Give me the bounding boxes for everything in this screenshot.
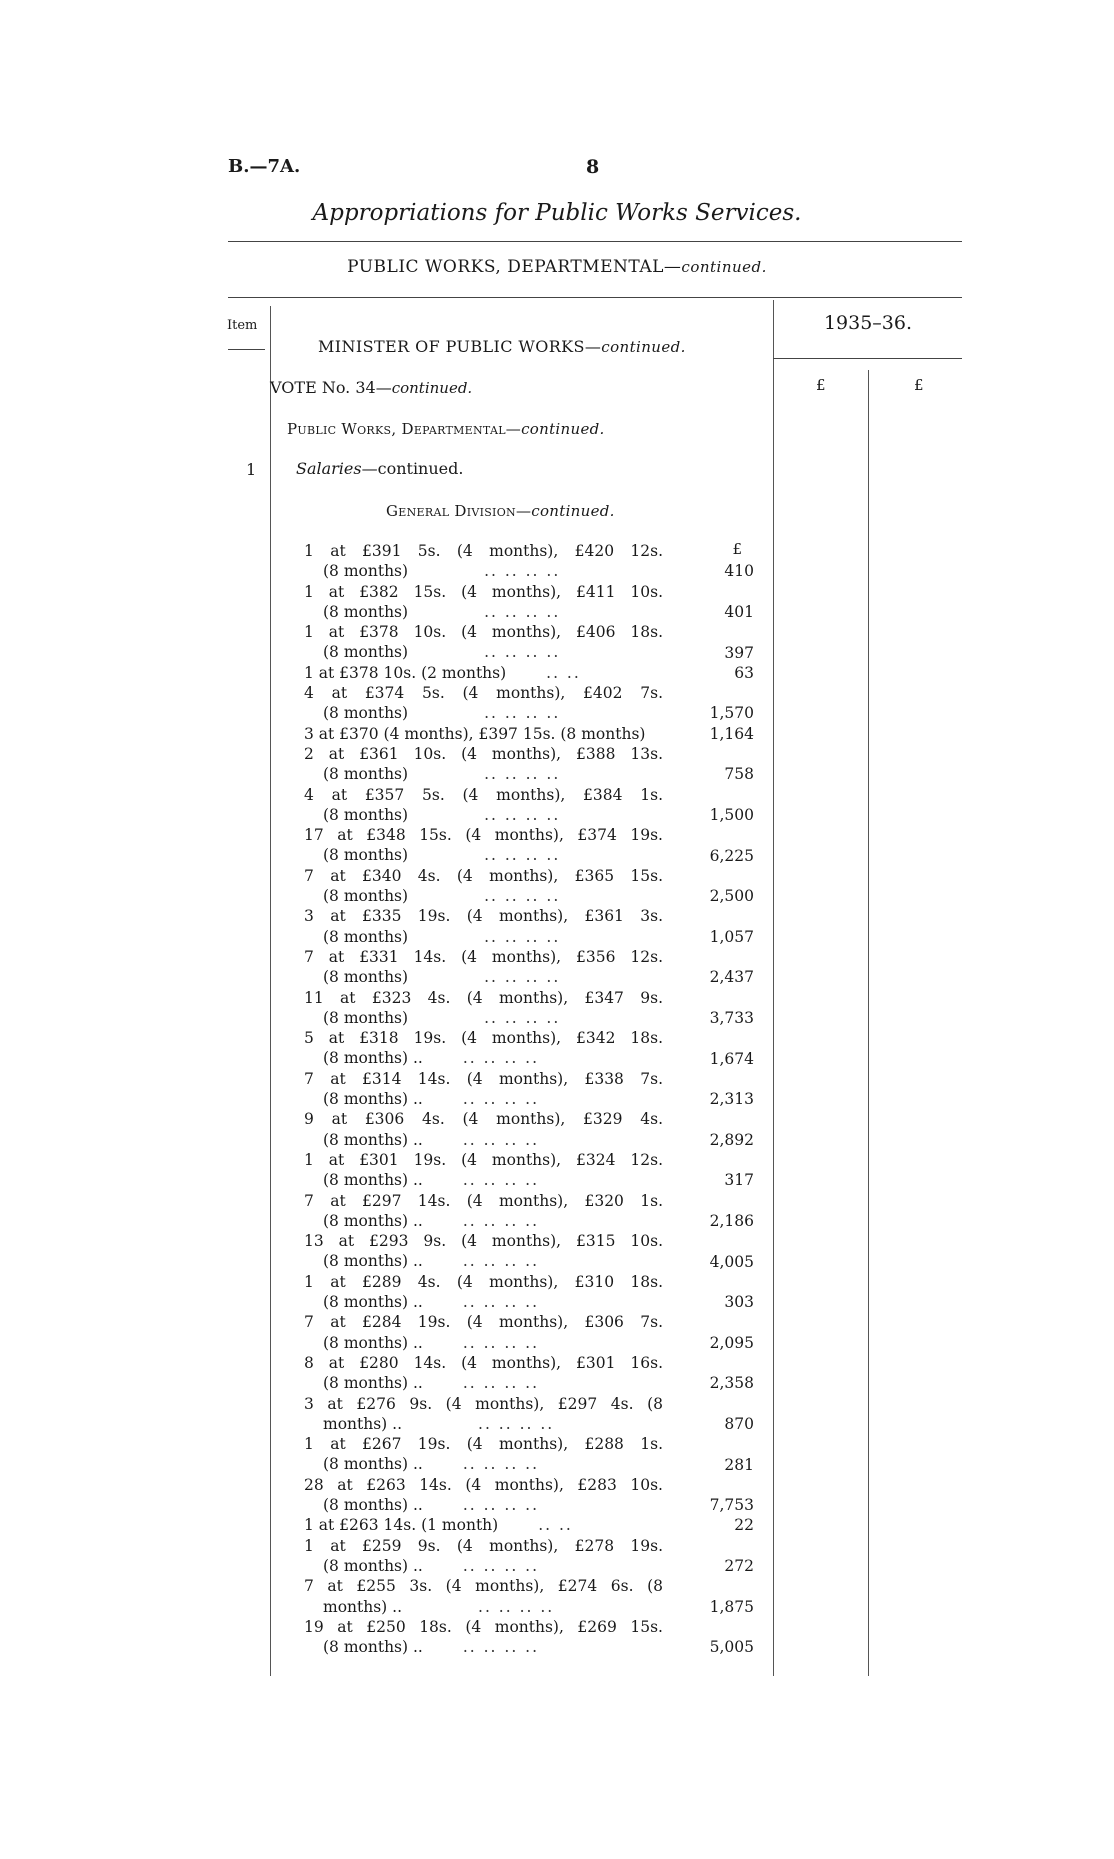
salary-entry-period: (8 months) .. (323, 1496, 423, 1515)
salary-entry-amount: 758 (724, 765, 754, 784)
salary-entry-amount: 1,875 (709, 1597, 754, 1616)
leader-dots: .. .. .. .. (484, 643, 561, 662)
salary-entry-text: 1 at £289 4s. (4 months), £310 18s. (304, 1272, 663, 1291)
leader-dots: .. .. .. .. (484, 968, 561, 987)
salary-entry-continuation (304, 1048, 663, 1068)
salary-entry (304, 825, 663, 866)
salary-entry-continuation (304, 1008, 663, 1028)
salary-entry-amount: 272 (724, 1557, 754, 1575)
salary-entry (304, 1069, 663, 1110)
salary-entry-continuation (304, 1373, 663, 1393)
leader-dots: .. .. .. .. (484, 704, 561, 723)
salary-entry-continuation (304, 1089, 663, 1109)
leader-dots: .. .. .. .. (484, 846, 561, 865)
salary-entry-text: 1 at £378 10s. (2 months) (304, 663, 507, 682)
salary-entry-continuation (304, 642, 663, 662)
salary-entry (304, 622, 663, 663)
vote-heading-cont: continued. (391, 379, 473, 397)
leader-dots: .. .. .. .. (484, 887, 561, 906)
leader-dots: .. .. .. .. (478, 1414, 555, 1433)
salary-entry-amount: 2,186 (709, 1211, 754, 1230)
salary-entry-amount: 6,225 (709, 846, 754, 865)
leader-dots: .. .. .. .. (484, 562, 561, 581)
salary-entry-text: 17 at £348 15s. (4 months), £374 19s. (304, 826, 663, 845)
salary-entry-period: (8 months) (323, 602, 409, 621)
salary-entry (304, 866, 663, 907)
salary-entry (304, 1394, 663, 1435)
leader-dots: .. .. .. .. (462, 1171, 540, 1190)
amount-currency-symbol: £ (732, 540, 742, 558)
salary-entry-text: 4 at £374 5s. (4 months), £402 7s. (304, 684, 663, 703)
salary-entry-period: (8 months) .. (323, 1049, 423, 1068)
year-header-rule (773, 358, 962, 359)
salary-entry-amount: 303 (724, 1293, 754, 1312)
salary-entry-continuation (304, 1454, 663, 1474)
salary-entry-text: 3 at £335 19s. (4 months), £361 3s. (304, 907, 663, 926)
salary-entry (304, 906, 663, 947)
salary-entry-text: 7 at £314 14s. (4 months), £338 7s. (304, 1069, 663, 1088)
salary-entry-amount: 317 (724, 1171, 754, 1190)
leader-dots: .. .. .. .. (462, 1455, 540, 1474)
salary-entry-description (304, 1028, 663, 1048)
salary-entry-amount: 2,500 (709, 887, 754, 906)
leader-dots: .. .. (538, 1516, 573, 1535)
leader-dots: .. .. .. .. (462, 1496, 540, 1515)
salary-entry (304, 582, 663, 623)
salary-entry (304, 1536, 663, 1577)
salary-entry-period: (8 months) .. (323, 1556, 423, 1575)
salary-entry (304, 785, 663, 826)
leader-dots: .. .. .. .. (462, 1374, 540, 1393)
vote-heading (270, 378, 472, 397)
salary-entry-text: 7 at £284 19s. (4 months), £306 7s. (304, 1313, 663, 1332)
salary-entry (304, 541, 663, 582)
salary-entry (304, 1028, 663, 1069)
page-title: Appropriations for Public Works Services. (312, 200, 802, 226)
salary-entry-period: (8 months) .. (323, 1293, 423, 1312)
salary-entry-period: (8 months) (323, 704, 409, 723)
salary-entry-text: 8 at £280 14s. (4 months), £301 16s. (304, 1354, 663, 1372)
salary-entry-continuation (304, 845, 663, 865)
salary-entry (304, 1475, 663, 1516)
salary-entry (304, 1353, 663, 1394)
salary-entry-text: 19 at £250 18s. (4 months), £269 15s. (304, 1617, 663, 1636)
salary-entry (304, 744, 663, 785)
salary-entry-description (304, 1353, 663, 1373)
salary-entry-amount: 2,358 (709, 1374, 754, 1393)
salary-entry-continuation (304, 1414, 663, 1434)
salary-entry-text: 3 at £276 9s. (4 months), £297 4s. (8 (304, 1394, 663, 1413)
salary-entry-continuation (304, 561, 663, 581)
salary-entry-amount: 22 (734, 1516, 754, 1535)
salary-entry (304, 1231, 663, 1272)
title-rule (228, 241, 962, 242)
leader-dots: .. .. .. .. (462, 1211, 540, 1230)
salary-entry-amount: 1,674 (709, 1049, 754, 1068)
salary-entry-text: 11 at £323 4s. (4 months), £347 9s. (304, 988, 663, 1007)
salary-entry-description (304, 582, 663, 602)
salary-entry (304, 1150, 663, 1191)
salary-entry (304, 1191, 663, 1232)
salary-entry (304, 724, 663, 744)
salary-entry-amount: 410 (724, 562, 754, 581)
salary-entry-amount: 2,095 (709, 1333, 754, 1352)
salary-entry-amount: 1,570 (709, 704, 754, 723)
item-number: 1 (246, 460, 257, 479)
salary-entry-amount: 1,500 (709, 805, 754, 824)
department-heading-main: Public Works, Departmental— (287, 420, 522, 438)
salary-entry-period: (8 months) (323, 643, 409, 662)
salary-entry-continuation (304, 967, 663, 987)
salary-entry-continuation (304, 1251, 663, 1271)
salary-entry-description (304, 622, 663, 642)
leader-dots: .. .. .. .. (462, 1293, 540, 1312)
item-column-divider (270, 306, 271, 1676)
salary-entry-text: 7 at £331 14s. (4 months), £356 12s. (304, 948, 663, 966)
salary-entry-continuation (304, 1637, 663, 1657)
salary-entry-period: (8 months) (323, 805, 409, 824)
salary-entry-period: (8 months) .. (323, 1130, 423, 1149)
salary-entry (304, 663, 663, 683)
salary-entry-continuation (304, 1333, 663, 1353)
salary-entry (304, 1576, 663, 1617)
salary-entry-period: (8 months) .. (323, 1333, 423, 1352)
salary-entry-text: 7 at £297 14s. (4 months), £320 1s. (304, 1191, 663, 1210)
division-heading-cont: continued. (531, 502, 615, 520)
leader-dots: .. .. .. .. (462, 1556, 540, 1575)
salary-entry-continuation (304, 764, 663, 784)
item-header-rule (228, 349, 265, 350)
leader-dots: .. .. .. .. (484, 1008, 561, 1027)
salary-entry-text: 1 at £391 5s. (4 months), £420 12s. (304, 542, 663, 560)
salary-entry (304, 1434, 663, 1475)
leader-dots: .. .. .. .. (462, 1638, 540, 1657)
salary-entry-description (304, 683, 663, 703)
salary-entry-description (304, 1272, 663, 1292)
salary-entry-description (304, 1515, 663, 1535)
salary-entry-continuation (304, 1556, 663, 1576)
salary-entry-text: 5 at £318 19s. (4 months), £342 18s. (304, 1029, 663, 1048)
salary-entry-text: 7 at £340 4s. (4 months), £365 15s. (304, 866, 663, 885)
salary-entry-amount: 2,892 (709, 1130, 754, 1149)
salary-entry-amount: 3,733 (709, 1008, 754, 1027)
salary-entry-amount: 870 (724, 1414, 754, 1433)
section-subtitle-cont: continued. (681, 258, 767, 276)
salary-entry-period: (8 months) .. (323, 1638, 423, 1657)
division-heading (386, 502, 615, 520)
salary-entry-description (304, 1312, 663, 1332)
salary-entry-description (304, 1231, 663, 1251)
year-column-header: 1935–36. (823, 312, 913, 334)
salary-entry-text: 1 at £378 10s. (4 months), £406 18s. (304, 623, 663, 642)
salary-entry-continuation (304, 1495, 663, 1515)
salary-entry-period: (8 months) .. (323, 1090, 423, 1109)
salaries-heading (296, 459, 463, 478)
salary-entry-period: (8 months) (323, 765, 409, 784)
salary-entry-description (304, 1434, 663, 1454)
salary-entry-description (304, 947, 663, 967)
salary-entry-amount: 7,753 (709, 1496, 754, 1515)
currency-header-left: £ (816, 376, 826, 394)
salary-entry (304, 1272, 663, 1313)
salary-entry-period: (8 months) .. (323, 1171, 423, 1190)
salary-entry-continuation (304, 1292, 663, 1312)
salary-entry-description (304, 1394, 663, 1414)
document-reference: B.—7A. (228, 156, 301, 177)
salary-entry-description (304, 1617, 663, 1637)
salary-entry-continuation (304, 1170, 663, 1190)
salary-entry-continuation (304, 927, 663, 947)
salary-entry-continuation (304, 886, 663, 906)
salary-entry-amount: 401 (724, 602, 754, 621)
minister-heading-cont: continued. (601, 338, 686, 356)
salary-entry-period: (8 months) .. (323, 1374, 423, 1393)
salary-entry-amount: 2,437 (709, 968, 754, 987)
salary-entry-description (304, 744, 663, 764)
division-heading-main: General Division— (386, 502, 532, 520)
table-top-rule (228, 297, 962, 298)
salary-entry-period: (8 months) .. (323, 1211, 423, 1230)
page-number: 8 (586, 156, 600, 178)
salary-entry-text: 1 at £263 14s. (1 month) (304, 1516, 499, 1535)
salary-entry-text: 3 at £370 (4 months), £397 15s. (8 months) (304, 724, 646, 743)
leader-dots: .. .. .. .. (484, 602, 561, 621)
salary-entry-text: 1 at £301 19s. (4 months), £324 12s. (304, 1151, 663, 1169)
currency-header-right: £ (914, 376, 924, 394)
salary-entry-amount: 281 (724, 1455, 754, 1474)
salary-entry-continuation (304, 602, 663, 622)
salary-entry (304, 683, 663, 724)
salary-entry (304, 1109, 663, 1150)
minister-heading-main: MINISTER OF PUBLIC WORKS— (318, 337, 602, 356)
leader-dots: .. .. .. .. (462, 1090, 540, 1109)
salary-entry-amount: 63 (734, 663, 754, 682)
salary-entry-period: (8 months) .. (323, 1252, 423, 1271)
salary-entry-continuation (304, 805, 663, 825)
salary-entry-description (304, 1191, 663, 1211)
salary-entry-period: (8 months) (323, 887, 409, 906)
salary-entry-description (304, 724, 663, 744)
leader-dots: .. .. .. .. (462, 1252, 540, 1271)
salary-entry-continuation (304, 1597, 663, 1617)
salary-entry-description (304, 906, 663, 926)
salary-entry-text: 1 at £259 9s. (4 months), £278 19s. (304, 1536, 663, 1555)
salaries-cont: —continued. (361, 459, 464, 478)
salary-entry-amount: 4,005 (709, 1252, 754, 1271)
leader-dots: .. .. (546, 663, 581, 682)
amount-column-divider (773, 300, 774, 1676)
salary-entry-description (304, 1576, 663, 1596)
salaries-label: Salaries (296, 459, 362, 478)
salary-entry-description (304, 663, 663, 683)
salary-entry (304, 988, 663, 1029)
year-subcolumn-divider (868, 370, 869, 1676)
salary-entry-period: (8 months) (323, 968, 409, 987)
salary-entry-description (304, 785, 663, 805)
salary-entry-description (304, 988, 663, 1008)
salary-entry-period: (8 months) (323, 846, 409, 865)
salary-entry-period: (8 months) (323, 927, 409, 946)
section-subtitle (0, 257, 1114, 277)
leader-dots: .. .. .. .. (462, 1130, 540, 1149)
leader-dots: .. .. .. .. (478, 1597, 555, 1616)
leader-dots: .. .. .. .. (462, 1049, 540, 1068)
leader-dots: .. .. .. .. (484, 805, 561, 824)
minister-heading (318, 337, 686, 356)
salary-entry-continuation (304, 1130, 663, 1150)
salary-entry-period: (8 months) (323, 562, 409, 581)
salary-entry (304, 1312, 663, 1353)
salary-entry-period: (8 months) .. (323, 1455, 423, 1474)
salary-entry-text: 28 at £263 14s. (4 months), £283 10s. (304, 1475, 663, 1494)
salary-entry (304, 947, 663, 988)
salary-entry-period: months) .. (323, 1414, 403, 1433)
salary-entry-period: months) .. (323, 1597, 403, 1616)
salary-entry-amount: 1,164 (709, 724, 754, 743)
salary-entry-description (304, 1109, 663, 1129)
leader-dots: .. .. .. .. (462, 1333, 540, 1352)
salary-entry-description (304, 541, 663, 561)
leader-dots: .. .. .. .. (484, 765, 561, 784)
leader-dots: .. .. .. .. (484, 927, 561, 946)
salary-entry-continuation (304, 703, 663, 723)
salary-entry-text: 9 at £306 4s. (4 months), £329 4s. (304, 1110, 663, 1129)
salary-entry-amount: 1,057 (709, 927, 754, 946)
salary-entry-amount: 5,005 (709, 1638, 754, 1657)
salary-entry-continuation (304, 1211, 663, 1231)
salary-entry-text: 7 at £255 3s. (4 months), £274 6s. (8 (304, 1577, 663, 1596)
vote-heading-main: VOTE No. 34— (270, 378, 392, 397)
salary-entry-description (304, 866, 663, 886)
salary-entry-text: 1 at £267 19s. (4 months), £288 1s. (304, 1435, 663, 1454)
salary-entry-description (304, 825, 663, 845)
salary-entry-description (304, 1536, 663, 1556)
section-subtitle-main: PUBLIC WORKS, DEPARTMENTAL— (347, 257, 682, 277)
salary-entry-text: 2 at £361 10s. (4 months), £388 13s. (304, 745, 663, 763)
department-heading (287, 420, 605, 438)
salary-entry-description (304, 1150, 663, 1170)
salary-entry (304, 1515, 663, 1535)
salary-entry-description (304, 1069, 663, 1089)
item-column-header: Item (227, 318, 258, 333)
salary-entry-text: 13 at £293 9s. (4 months), £315 10s. (304, 1232, 663, 1251)
salary-entry-description (304, 1475, 663, 1495)
salary-entry (304, 1617, 663, 1658)
salary-entry-amount: 397 (724, 643, 754, 662)
salary-entry-amount: 2,313 (709, 1090, 754, 1109)
salary-entry-text: 4 at £357 5s. (4 months), £384 1s. (304, 785, 663, 804)
department-heading-cont: continued. (521, 420, 605, 438)
salary-entry-period: (8 months) (323, 1008, 409, 1027)
salary-entry-text: 1 at £382 15s. (4 months), £411 10s. (304, 582, 663, 601)
